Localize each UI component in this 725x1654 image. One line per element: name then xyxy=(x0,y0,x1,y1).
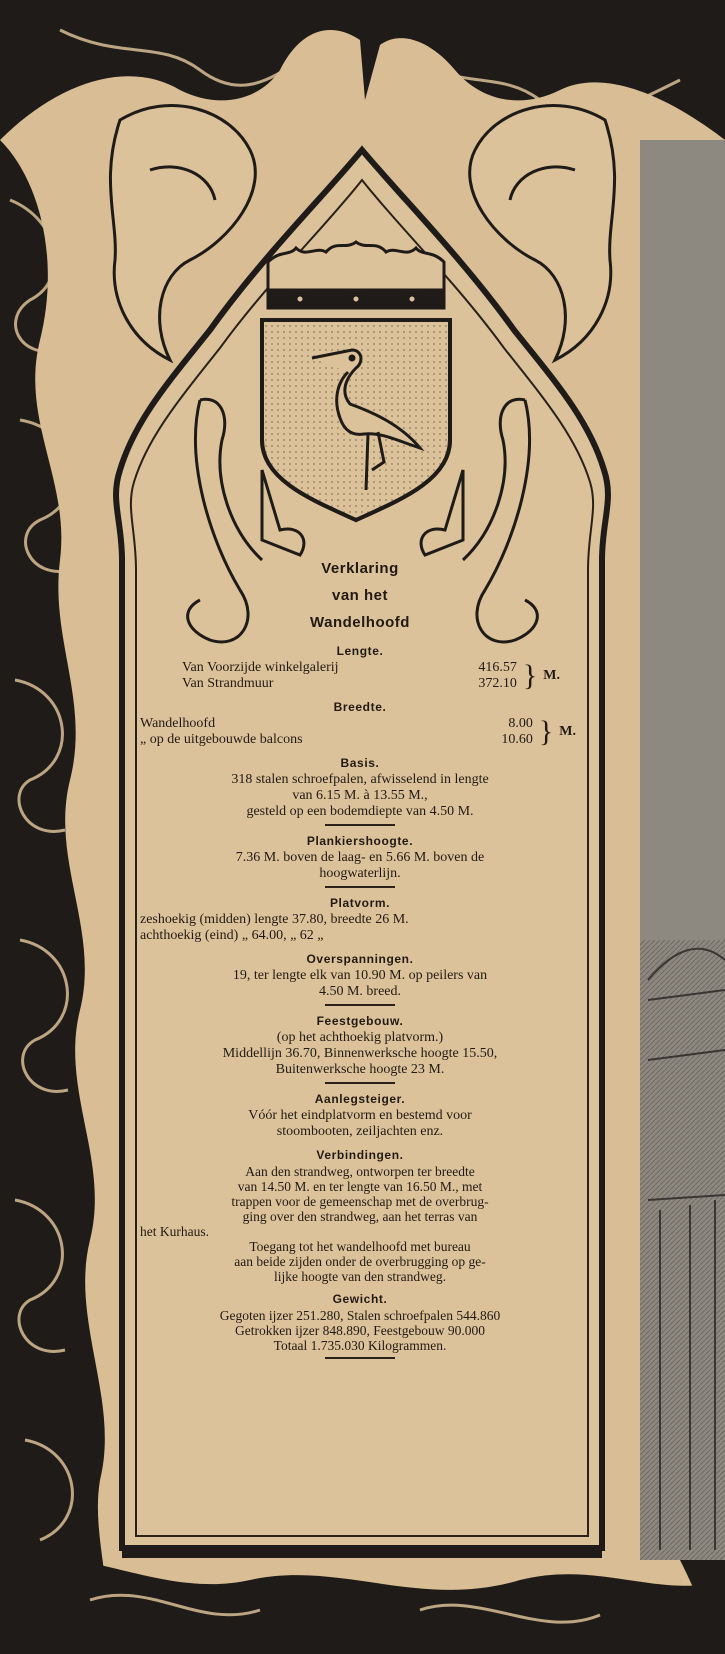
text-line: het Kurhaus. xyxy=(140,1224,209,1239)
text-line: achthoekig (eind) „ 64.00, „ 62 „ xyxy=(140,928,324,943)
row-value: 8.00 xyxy=(508,716,533,731)
row-value: 372.10 xyxy=(478,676,517,691)
section-heading: Gewicht. xyxy=(332,1292,388,1306)
section-heading: Breedte. xyxy=(333,700,387,714)
text-line: Vóór het eindplatvorm en bestemd voor xyxy=(248,1108,472,1123)
text-line: Totaal 1.735.030 Kilogrammen. xyxy=(273,1338,447,1353)
text-line: Toegang tot het wandelhoofd met bureau xyxy=(249,1239,471,1254)
text-line: hoogwaterlijn. xyxy=(319,866,401,881)
text-line: 7.36 M. boven de laag- en 5.66 M. boven de xyxy=(235,850,485,865)
row-value: 416.57 xyxy=(478,660,517,675)
panel-title xyxy=(140,555,580,636)
pier-photo-detail xyxy=(640,940,725,1560)
text-line: van 6.15 M. à 13.55 M., xyxy=(292,788,428,803)
text-line: 318 stalen schroefpalen, afwisselend in lengte xyxy=(231,772,489,787)
text-line: Middellijn 36.70, Binnenwerksche hoogte 15.50, xyxy=(222,1046,498,1061)
text-line: Gegoten ijzer 251.280, Stalen schroefpalen 544.860 xyxy=(219,1308,501,1323)
row-label: Wandelhoofd xyxy=(140,716,216,731)
row-value: 10.60 xyxy=(501,732,533,747)
panel-base xyxy=(122,1546,602,1558)
brace-glyph: } xyxy=(522,659,538,692)
divider xyxy=(325,824,395,826)
section-gewicht xyxy=(140,1290,580,1359)
text-line: trappen voor de gemeenschap met de overbrug- xyxy=(231,1194,489,1209)
section-lengte xyxy=(140,642,580,692)
unit-label: M. xyxy=(543,668,560,683)
text-line: (op het achthoekig platvorm.) xyxy=(276,1030,444,1045)
section-heading: Basis. xyxy=(340,756,380,770)
text-line: van 14.50 M. en ter lengte van 16.50 M., met xyxy=(237,1179,483,1194)
divider xyxy=(325,1004,395,1006)
section-heading: Plankiershoogte. xyxy=(306,834,414,848)
measurement-pair xyxy=(140,716,580,748)
section-plankiershoogte xyxy=(140,832,580,888)
title-line-3: Wandelhoofd xyxy=(310,614,410,631)
unit-label: M. xyxy=(559,724,576,739)
section-breedte xyxy=(140,698,580,748)
brace-glyph: } xyxy=(538,715,554,748)
crown-icon xyxy=(268,242,444,308)
divider xyxy=(325,1082,395,1084)
row-label: „ op de uitgebouwde balcons xyxy=(140,732,303,747)
measurement-pair xyxy=(140,660,580,692)
section-verbindingen xyxy=(140,1146,580,1284)
text-line: gesteld op een bodemdiepte van 4.50 M. xyxy=(246,804,474,819)
title-line-1: Verklaring xyxy=(321,560,399,577)
row-label: Van Strandmuur xyxy=(182,676,274,691)
section-heading: Aanlegsteiger. xyxy=(314,1092,406,1106)
text-line: zeshoekig (midden) lengte 37.80, breedte 26 M. xyxy=(140,912,409,927)
section-aanlegsteiger xyxy=(140,1090,580,1140)
section-heading: Overspanningen. xyxy=(306,952,414,966)
section-heading: Feestgebouw. xyxy=(316,1014,404,1028)
legend-text-block xyxy=(140,555,580,1365)
text-line: Buitenwerksche hoogte 23 M. xyxy=(275,1062,445,1077)
text-line: 19, ter lengte elk van 10.90 M. op peilers van xyxy=(232,968,488,983)
text-line: stoombooten, zeiljachten enz. xyxy=(276,1124,444,1139)
text-line: lijke hoogte van den strandweg. xyxy=(273,1269,447,1284)
divider xyxy=(325,1357,395,1359)
section-heading: Verbindingen. xyxy=(316,1148,404,1162)
title-line-2: van het xyxy=(331,587,388,604)
text-line: Aan den strandweg, ontworpen ter breedte xyxy=(245,1164,475,1179)
text-line: ging over den strandweg, aan het terras van xyxy=(242,1209,478,1224)
section-basis xyxy=(140,754,580,826)
row-label: Van Voorzijde winkelgalerij xyxy=(182,660,339,675)
section-heading: Platvorm. xyxy=(329,896,391,910)
text-line: aan beide zijden onder de overbrugging op ge- xyxy=(234,1254,486,1269)
divider xyxy=(325,886,395,888)
text-line: 4.50 M. breed. xyxy=(318,984,402,999)
text-line: Getrokken ijzer 848.890, Feestgebouw 90.000 xyxy=(234,1323,486,1338)
section-overspanningen xyxy=(140,950,580,1006)
section-heading: Lengte. xyxy=(336,644,384,658)
section-platvorm xyxy=(140,894,580,944)
section-feestgebouw xyxy=(140,1012,580,1084)
